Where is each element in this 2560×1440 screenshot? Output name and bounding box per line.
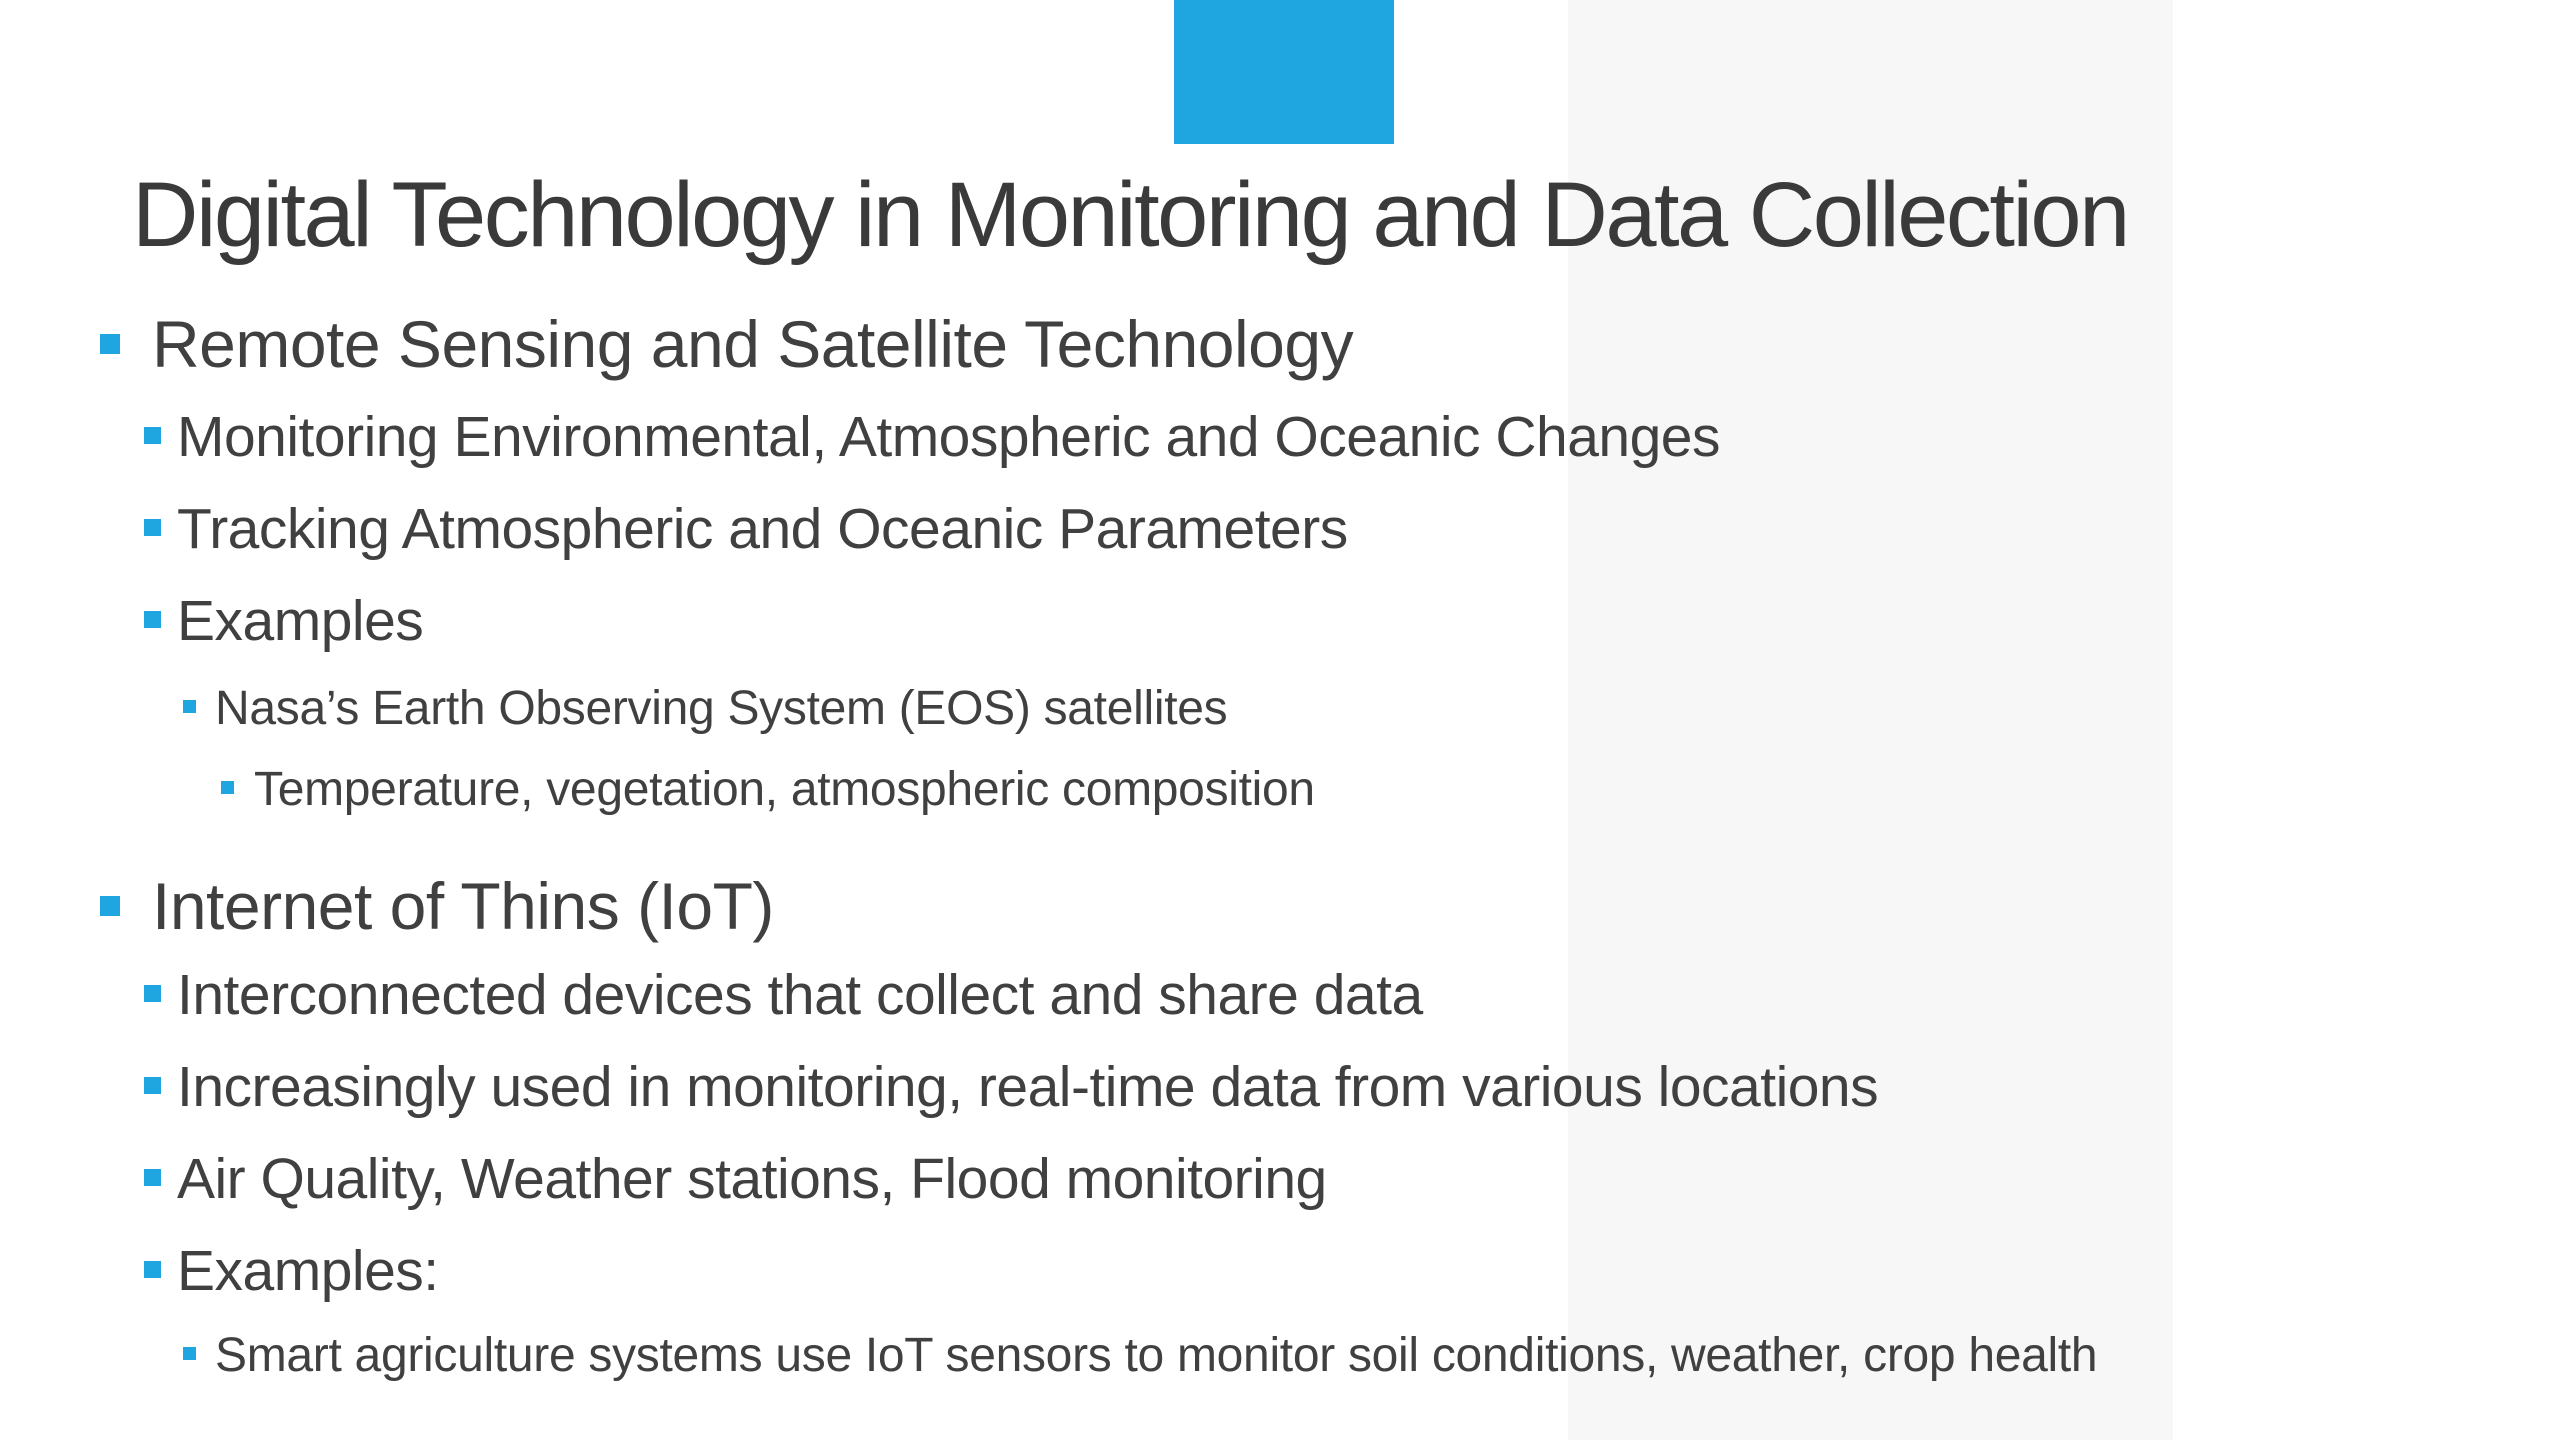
bullet-level2 — [177, 1236, 439, 1306]
bullet-level2 — [177, 1052, 1878, 1122]
slide-title: Digital Technology in Monitoring and Data Collection — [132, 164, 2128, 266]
bullet-text: Nasa’s Earth Observing System (EOS) satellites — [215, 682, 1228, 735]
square-bullet-icon — [144, 427, 161, 444]
bullet-text: Internet of Thins (IoT) — [152, 869, 774, 943]
bullet-text: Tracking Atmospheric and Oceanic Parameters — [177, 497, 1348, 561]
bullet-text: Smart agriculture systems use IoT sensors to monitor soil conditions, weather, crop health — [215, 1329, 2098, 1382]
square-bullet-icon — [144, 985, 161, 1002]
bullet-text: Increasingly used in monitoring, real-time data from various locations — [177, 1055, 1879, 1119]
square-bullet-icon — [144, 519, 161, 536]
bullet-level3 — [215, 1326, 2097, 1386]
bullet-text: Examples — [177, 589, 424, 653]
square-bullet-icon — [144, 1077, 161, 1094]
bullet-level2 — [177, 960, 1423, 1030]
square-bullet-icon — [221, 781, 234, 794]
square-bullet-icon — [100, 896, 120, 916]
square-bullet-icon — [183, 700, 196, 713]
square-bullet-icon — [144, 1169, 161, 1186]
bullet-level4 — [254, 760, 1315, 820]
bullet-level3 — [215, 679, 1227, 739]
square-bullet-icon — [144, 611, 161, 628]
square-bullet-icon — [144, 1261, 161, 1278]
bullet-text: Temperature, vegetation, atmospheric composition — [254, 763, 1315, 816]
square-bullet-icon — [183, 1347, 196, 1360]
bullet-level2 — [177, 402, 1720, 472]
accent-block — [1174, 0, 1394, 144]
bullet-text: Examples: — [177, 1239, 439, 1303]
bullet-text: Remote Sensing and Satellite Technology — [152, 307, 1354, 381]
bullet-level1-remote-sensing — [152, 304, 1353, 384]
bullet-level2 — [177, 1144, 1327, 1214]
square-bullet-icon — [100, 334, 120, 354]
bullet-text: Air Quality, Weather stations, Flood monitoring — [177, 1147, 1327, 1211]
bullet-level1-iot — [152, 866, 774, 946]
bullet-level2 — [177, 494, 1348, 564]
bullet-level2 — [177, 586, 423, 656]
bullet-text: Interconnected devices that collect and share data — [177, 963, 1423, 1027]
bullet-text: Monitoring Environmental, Atmospheric and Oceanic Changes — [177, 405, 1721, 469]
